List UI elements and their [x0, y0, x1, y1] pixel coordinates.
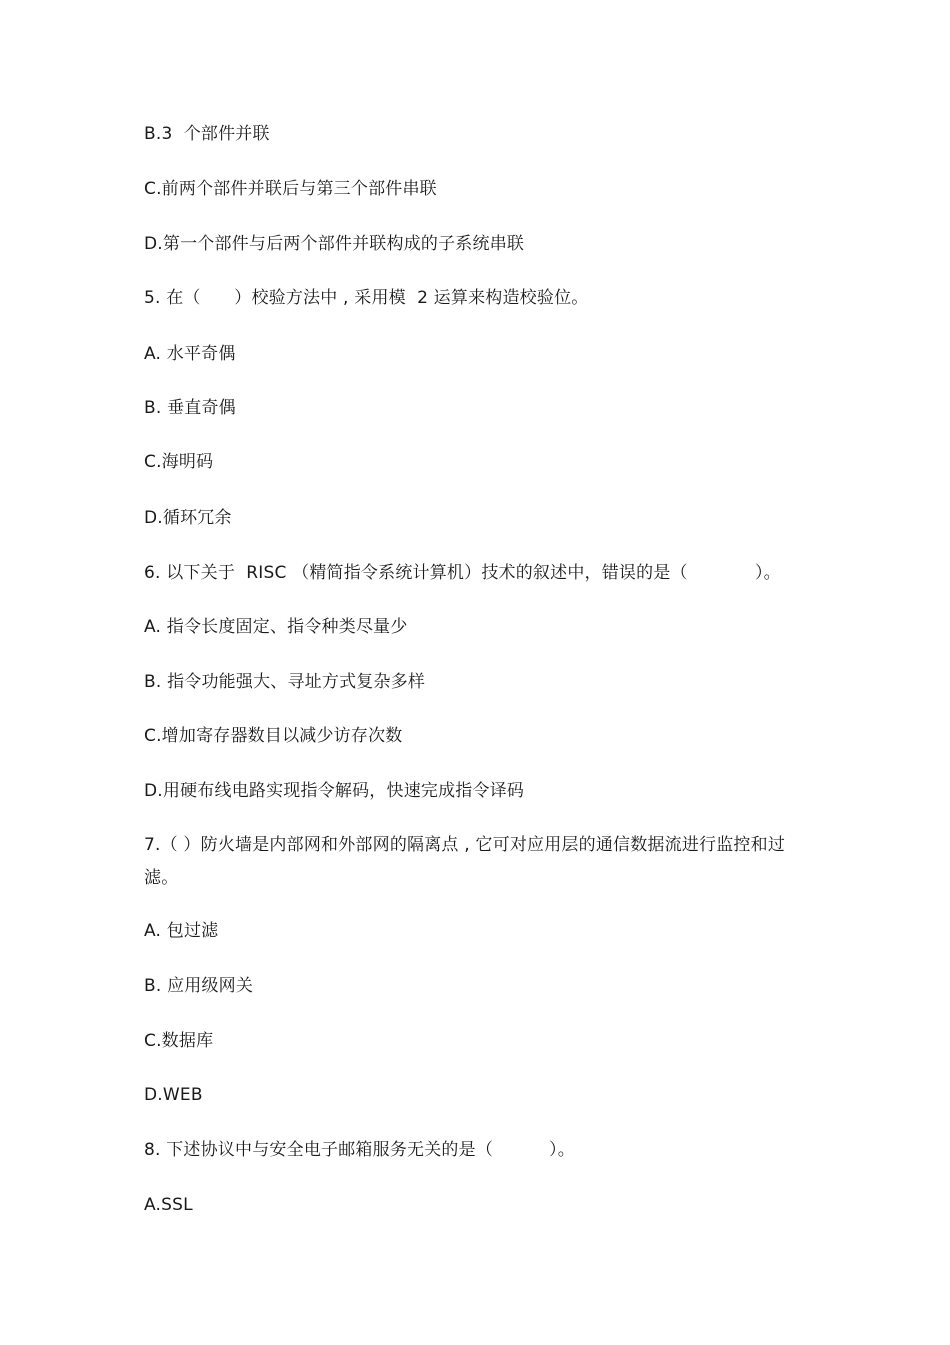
option-4c: C.前两个部件并联后与第三个部件串联: [144, 179, 437, 199]
question-7: 7.（ ）防火墙是内部网和外部网的隔离点 , 它可对应用层的通信数据流进行监控和过滤。: [144, 835, 786, 888]
option-6b: B. 指令功能强大、寻址方式复杂多样: [144, 672, 426, 692]
option-5d: D.循环冗余: [144, 508, 232, 528]
question-8: 8. 下述协议中与安全电子邮箱服务无关的是（ ）。: [144, 1140, 575, 1160]
question-5: 5. 在（ ）校验方法中 , 采用模 2 运算来构造校验位。: [144, 288, 589, 308]
option-7a: A. 包过滤: [144, 921, 219, 941]
option-6c: C.增加寄存器数目以减少访存次数: [144, 726, 403, 746]
option-4b: B.3 个部件并联: [144, 124, 270, 144]
option-8a: A.SSL: [144, 1195, 193, 1215]
option-6d: D.用硬布线电路实现指令解码，快速完成指令译码: [144, 781, 525, 801]
option-5b: B. 垂直奇偶: [144, 398, 236, 418]
option-7d: D.WEB: [144, 1085, 203, 1105]
option-5c: C.海明码: [144, 452, 214, 472]
option-5a: A. 水平奇偶: [144, 344, 236, 364]
option-7b: B. 应用级网关: [144, 976, 254, 996]
question-6: 6. 以下关于 RISC （精简指令系统计算机）技术的叙述中，错误的是（ ）。: [144, 563, 781, 583]
option-4d: D.第一个部件与后两个部件并联构成的子系统串联: [144, 234, 525, 254]
option-6a: A. 指令长度固定、指令种类尽量少: [144, 617, 408, 637]
option-7c: C.数据库: [144, 1031, 214, 1051]
